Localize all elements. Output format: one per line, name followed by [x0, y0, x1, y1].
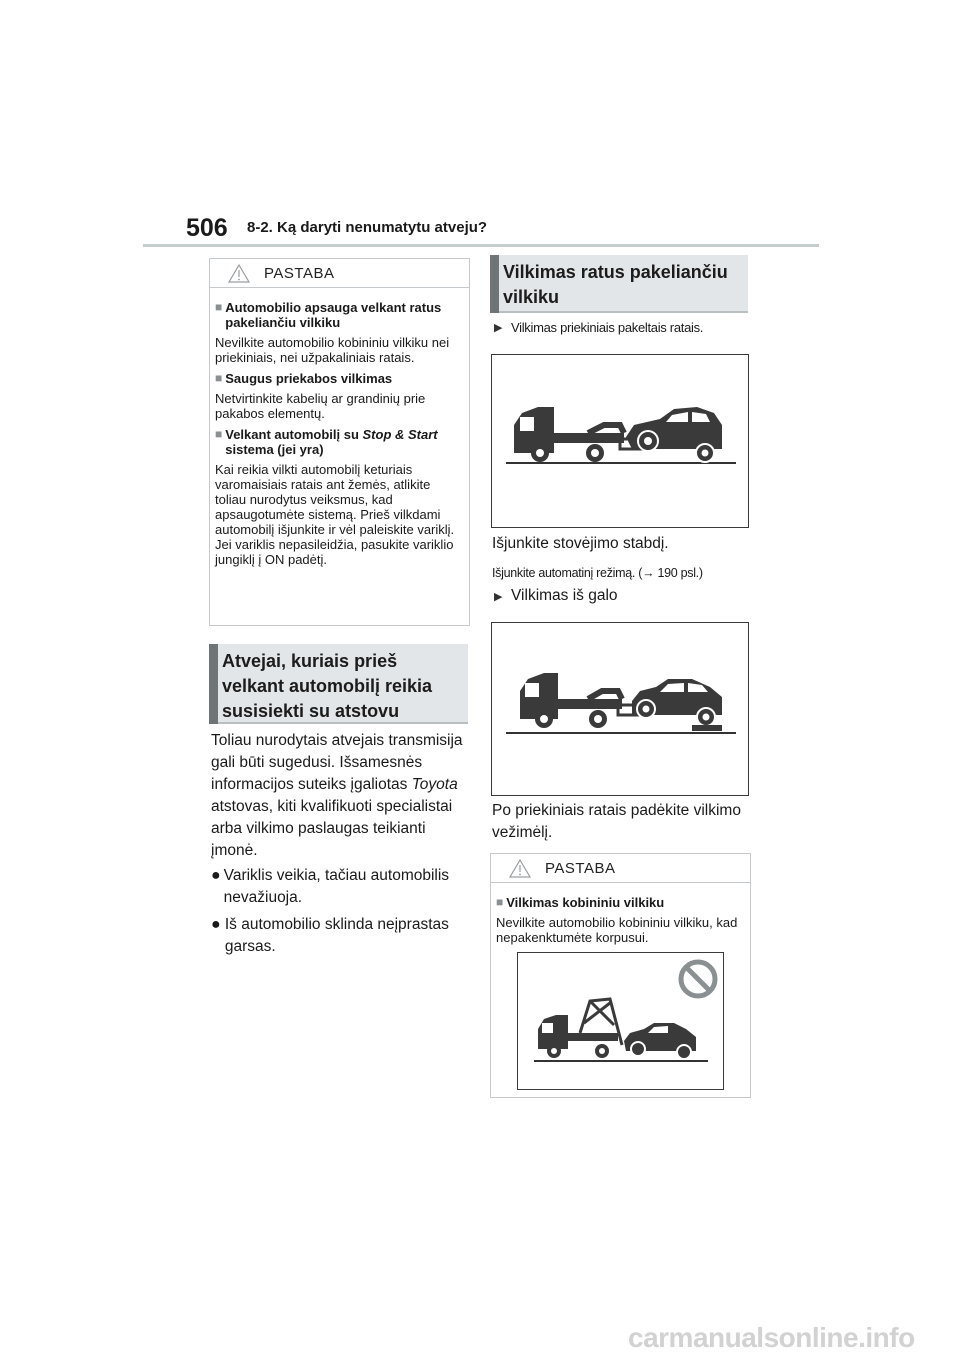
- subsection-label: ▶ Vilkimas priekiniais pakeltais ratais.: [494, 320, 704, 335]
- header-divider: [143, 244, 819, 247]
- triangle-right-icon: ▶: [494, 590, 503, 603]
- instruction-text: Išjunkite automatinį režimą. (→ 190 psl.): [492, 566, 703, 580]
- figure-sling-truck: [517, 952, 724, 1090]
- notice-item-text: Netvirtinkite kabelių ar grandinių prie pakabos elementų.: [215, 391, 426, 421]
- notice-label: PASTABA: [264, 264, 335, 282]
- notice-box-2: [490, 853, 751, 1098]
- section-heading-left: [209, 644, 468, 724]
- notice-item-heading: ■ Saugus priekabos vilkimas: [215, 371, 393, 386]
- subsection-label: ▶ Vilkimas iš galo: [494, 587, 618, 604]
- sling-type-truck-illustration: [518, 953, 723, 1089]
- square-bullet-icon: ■: [215, 300, 223, 314]
- section-heading-right: [490, 255, 748, 313]
- notice-item-heading: ■ Velkant automobilį su Stop & Start sistema (jei yra): [215, 427, 438, 457]
- figure-front-lift: [491, 354, 749, 528]
- figure-rear-lift: [491, 622, 749, 796]
- instruction-text: Išjunkite stovėjimo stabdį.: [492, 535, 669, 552]
- page-number: 506: [186, 214, 228, 242]
- notice-item-heading: ■ Automobilio apsauga velkant ratus pakeliančiu vilkiku: [215, 300, 442, 330]
- notice-header: [210, 259, 469, 288]
- notice-item-text: Kai reikia vilkti automobilį keturiais varomaisiais ratais ant žemės, atlikite toliau nurodytus veiksmus, kad apsaugotumėte sistemą. Prieš vilkdami automobilį išjunkite ir vėl paleiskite variklį. Jei variklis nepasileidžia, pasukite variklio jungiklį į ON padėtį.: [215, 462, 455, 567]
- instruction-text: Po priekiniais ratais padėkite vilkimo vežimėlį.: [492, 802, 741, 841]
- arrow-right-icon: →: [642, 566, 655, 580]
- tow-truck-front-lift-illustration: [492, 355, 748, 527]
- list-item: ● Iš automobilio sklinda neįprastas garsas.: [211, 914, 467, 958]
- watermark: carmanualsonline.info: [628, 1322, 915, 1353]
- heading-accent-bar: [209, 644, 218, 724]
- tow-truck-dolly-illustration: [492, 623, 748, 795]
- triangle-right-icon: ▶: [494, 322, 503, 334]
- list-item: ● Variklis veikia, tačiau automobilis nevažiuoja.: [211, 865, 467, 909]
- square-bullet-icon: ■: [215, 427, 223, 441]
- bullet-icon: ●: [211, 916, 221, 933]
- warning-triangle-icon: [509, 859, 531, 878]
- heading-accent-bar: [490, 255, 499, 313]
- square-bullet-icon: ■: [496, 895, 504, 909]
- heading-text: Vilkimas ratus pakeliančiu vilkiku: [503, 262, 728, 307]
- bullet-icon: ●: [211, 867, 221, 884]
- notice-item-text: Nevilkite automobilio kobininiu vilkiku, kad nepakenktumėte korpusui.: [496, 915, 738, 945]
- warning-triangle-icon: [228, 264, 250, 283]
- heading-text: Atvejai, kuriais prieš velkant automobilį reikia susisiekti su atstovu: [222, 651, 433, 721]
- notice-item-heading: ■ Vilkimas kobininiu vilkiku: [496, 895, 665, 910]
- notice-body: [491, 883, 750, 945]
- notice-body: [210, 288, 469, 567]
- notice-label: PASTABA: [545, 859, 616, 877]
- notice-item-text: Nevilkite automobilio kobininiu vilkiku nei priekiniais, nei užpakaliniais ratais.: [215, 335, 450, 365]
- square-bullet-icon: ■: [215, 371, 223, 385]
- section-title: 8-2. Ką daryti nenumatytu atveju?: [247, 219, 488, 236]
- notice-header: [491, 854, 750, 883]
- body-paragraph: Toliau nurodytais atvejais transmisija gali būti sugedusi. Išsamesnės informacijos suteiks įgaliotas Toyota atstovas, kiti kvalifikuoti specialistai arba vilkimo paslaugas teikianti įmonė.: [211, 732, 463, 859]
- notice-box-1: [209, 258, 470, 626]
